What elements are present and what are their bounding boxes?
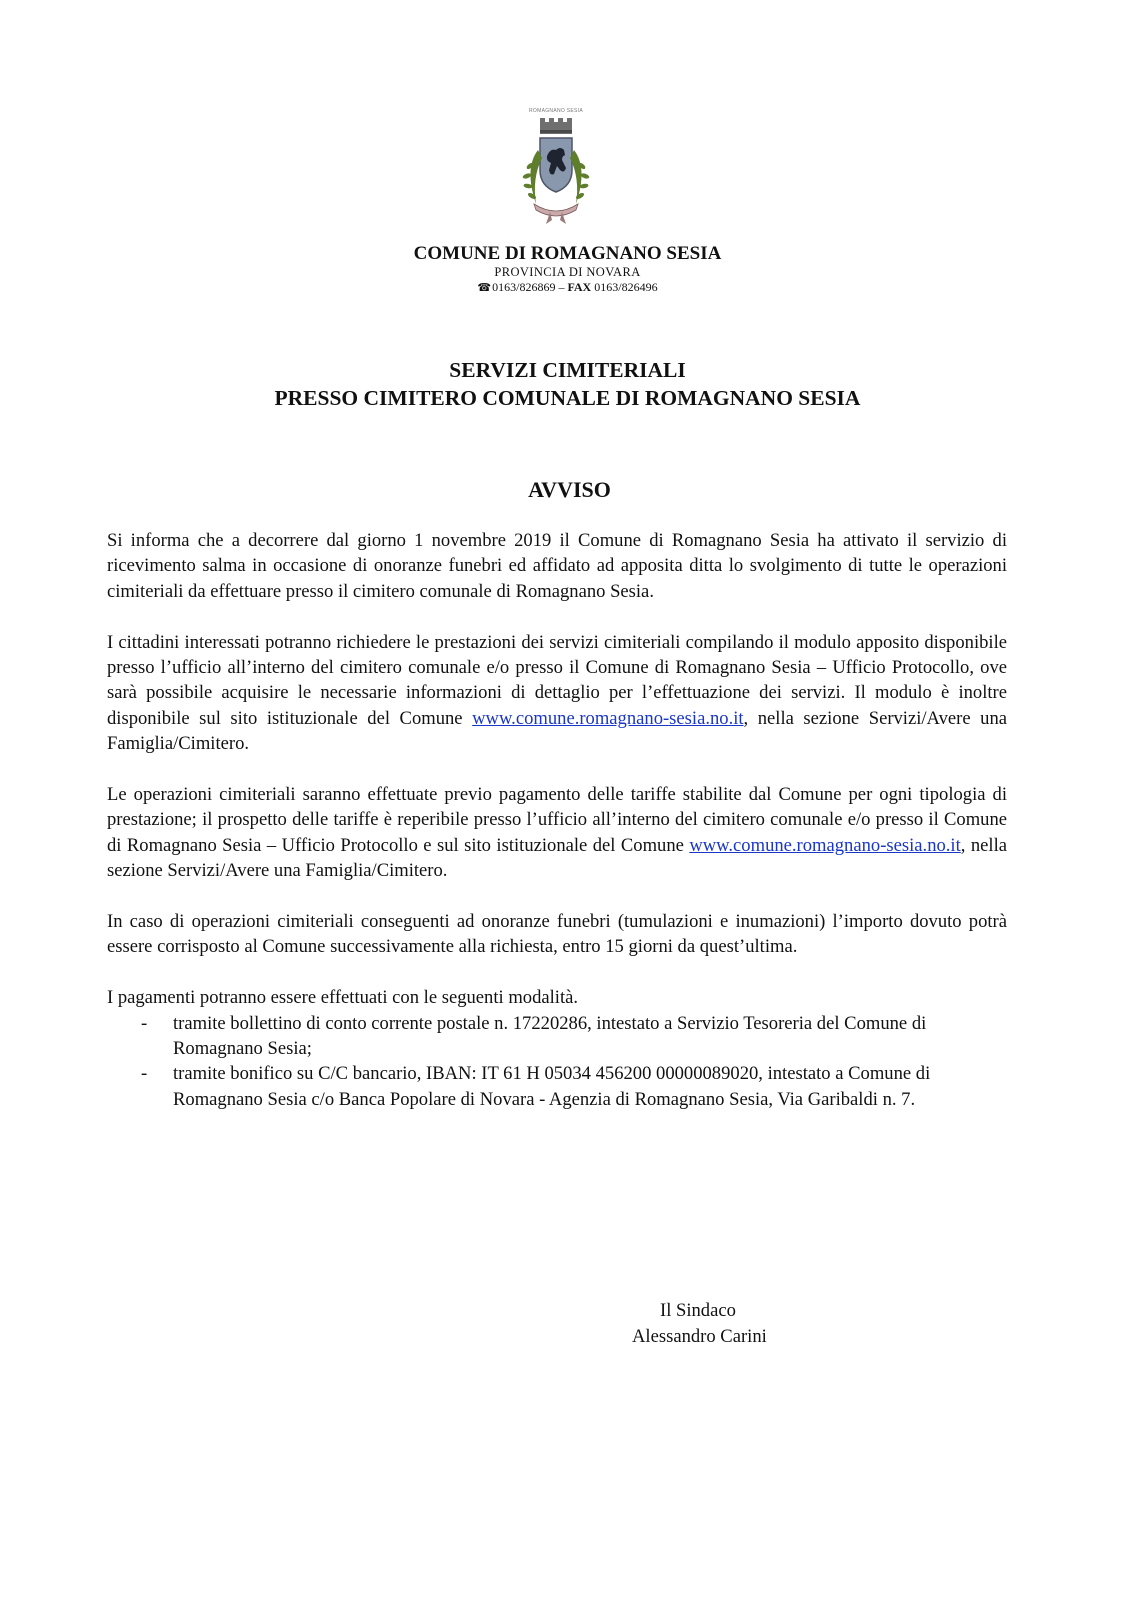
shield-icon: [540, 138, 572, 192]
title-line-2: PRESSO CIMITERO COMUNALE DI ROMAGNANO SESIA: [274, 386, 861, 410]
payment-method-bank-transfer: tramite bonifico su C/C bancario, IBAN: IT 61 H 05034 456200 00000089020, intestato a Comune di Romagnano Sesia c/o Banca Popolare di Novara - Agenzia di Romagnano Sesia, Via Garibaldi n. 7.: [173, 1063, 931, 1110]
list-item: [107, 1011, 1007, 1062]
fax-number: 0163/826496: [594, 280, 658, 294]
payment-methods-list: [107, 1011, 1007, 1113]
payment-method-postal: tramite bollettino di conto corrente postale n. 17220286, intestato a Servizio Tesoreria del Comune di Romagnano Sesia;: [173, 1012, 927, 1060]
signature-block: [632, 1298, 832, 1350]
paragraph-request-form: [107, 630, 1007, 757]
title-line-1: SERVIZI CIMITERIALI: [449, 358, 686, 382]
paragraph-tariffs: [107, 782, 1007, 884]
fax-label: FAX: [567, 280, 592, 294]
province-name: PROVINCIA DI NOVARA: [494, 265, 641, 279]
list-bullet: -: [141, 1063, 148, 1085]
crown-icon: [540, 118, 572, 134]
contact-line: [0, 280, 1131, 295]
coat-of-arms-logo: [510, 108, 602, 238]
list-bullet: -: [141, 1012, 148, 1034]
notice-heading: AVVISO: [528, 477, 611, 502]
signer-title: Il Sindaco: [660, 1300, 736, 1321]
list-item: [107, 1061, 1007, 1112]
crest-caption: ROMAGNANO SESIA: [529, 108, 583, 114]
crest-icon: [510, 108, 602, 238]
signer-name: Alessandro Carini: [632, 1326, 767, 1347]
website-link[interactable]: www.comune.romagnano-sesia.no.it: [472, 707, 744, 729]
notice-body: [107, 528, 1007, 1112]
telephone-icon: ☎: [477, 281, 492, 294]
paragraph-text: , nella sezione Servizi/Avere una Famiglia/Cimitero.: [107, 707, 1007, 755]
municipality-name: COMUNE DI ROMAGNANO SESIA: [413, 243, 722, 264]
ribbon-icon: [534, 204, 578, 224]
paragraph-text: , nella sezione Servizi/Avere una Famiglia/Cimitero.: [107, 834, 1007, 882]
document-title: [0, 356, 1131, 412]
payment-methods-intro: I pagamenti potranno essere effettuati con le seguenti modalità.: [107, 987, 579, 1009]
paragraph-text: Le operazioni cimiteriali saranno effettuate previo pagamento delle tariffe stabilite dal Comune per ogni tipologia di prestazione; il prospetto delle tariffe è reperibile presso l’ufficio all’interno del cimitero comunale e/o presso il Comune di Romagnano Sesia – Ufficio Protocollo e sul sito istituzionale del Comune: [107, 784, 1007, 856]
website-link[interactable]: www.comune.romagnano-sesia.no.it: [689, 834, 961, 856]
paragraph-payment-terms: In caso di operazioni cimiteriali conseguenti ad onoranze funebri (tumulazioni e inumazioni) l’importo dovuto potrà essere corrisposto al Comune successivamente alla richiesta, entro 15 giorni da quest’ultima.: [107, 911, 1007, 958]
paragraph-text: I cittadini interessati potranno richiedere le prestazioni dei servizi cimiteriali compilando il modulo apposito disponibile presso l’ufficio all’interno del cimitero comunale e/o presso il Comune di Romagnano Sesia – Ufficio Protocollo, ove sarà possibile acquisire le necessarie informazioni di dettaglio per l’effettuazione dei servizi. Il modulo è inoltre disponibile sul sito istituzionale del Comune: [107, 631, 1007, 729]
paragraph-service-activation: Si informa che a decorrere dal giorno 1 novembre 2019 il Comune di Romagnano Sesia ha attivato il servizio di ricevimento salma in occasione di onoranze funebri ed affidato ad apposita ditta lo svolgimento di tutte le operazioni cimiteriali da effettuare presso il cimitero comunale di Romagnano Sesia.: [107, 530, 1007, 602]
letterhead: [0, 243, 1131, 295]
phone-number: 0163/826869 –: [492, 280, 565, 294]
